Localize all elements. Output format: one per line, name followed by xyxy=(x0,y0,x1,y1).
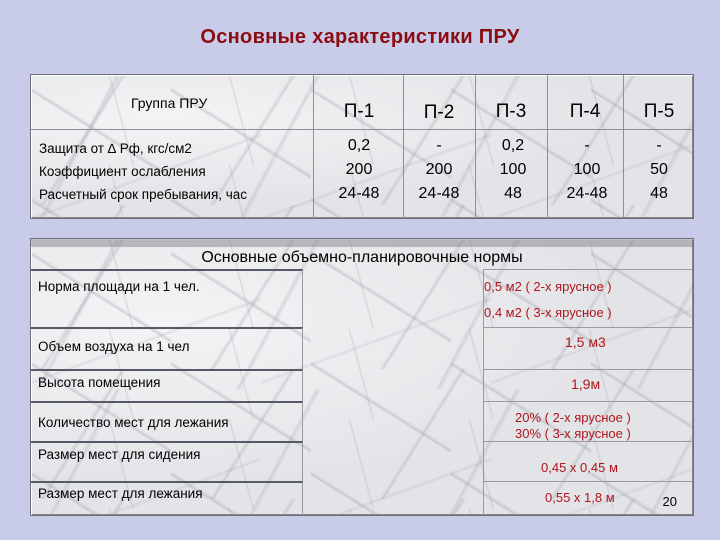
row-label-protection: Защита от ∆ Рф, кгс/см2 xyxy=(39,141,192,156)
column-divider xyxy=(475,75,476,218)
norm-value-bed-size: 0,55 х 1,8 м xyxy=(545,490,615,505)
norm-label-box xyxy=(31,401,303,441)
column-header-p3: П-3 xyxy=(495,101,527,122)
norm-label-air-volume: Объем воздуха на 1 чел xyxy=(38,339,190,354)
norm-value-lying-3tier: 30% ( 3-х ярусное ) xyxy=(515,426,631,441)
pru-characteristics-table xyxy=(30,74,694,219)
page-title: Основные характеристики ПРУ xyxy=(200,26,520,48)
column-divider xyxy=(313,75,314,218)
cell-value: - xyxy=(656,137,662,154)
norm-label-area: Норма площади на 1 чел. xyxy=(38,279,200,294)
cell-value: - xyxy=(584,137,590,154)
norm-value-area-3tier: 0,4 м2 ( 3-х ярусное ) xyxy=(484,305,612,320)
column-header-p4: П-4 xyxy=(569,101,601,122)
norm-value-air-volume: 1,5 м3 xyxy=(565,334,606,350)
row-label-attenuation: Коэффициент ослабления xyxy=(39,164,206,179)
cell-value: 24-48 xyxy=(566,185,608,202)
cell-value: 48 xyxy=(504,185,522,202)
group-label: Группа ПРУ xyxy=(131,95,208,111)
column-header-p1: П-1 xyxy=(343,101,375,122)
column-header-p2: П-2 xyxy=(423,102,455,123)
norm-label-box xyxy=(31,369,303,401)
page-number: 20 xyxy=(662,494,677,509)
header-shadow-bar xyxy=(31,239,693,247)
cell-value: 24-48 xyxy=(338,185,380,202)
norm-label-height: Высота помещения xyxy=(38,375,161,390)
norm-value-seat-size: 0,45 х 0,45 м xyxy=(541,460,618,475)
norm-label-bed-size: Размер мест для лежания xyxy=(38,486,203,501)
cell-value: 100 xyxy=(499,161,527,178)
row-label-stay-time: Расчетный срок пребывания, час xyxy=(39,187,248,202)
column-divider xyxy=(403,75,404,218)
cell-value: 48 xyxy=(650,185,668,202)
norm-label-box xyxy=(31,481,303,515)
cell-value: 50 xyxy=(650,161,668,178)
cell-value: 0,2 xyxy=(501,137,525,154)
cell-value: 200 xyxy=(425,161,453,178)
norm-value-area-2tier: 0,5 м2 ( 2-х ярусное ) xyxy=(484,279,612,294)
norm-label-lying-places: Количество мест для лежания xyxy=(38,415,229,430)
cell-value: 100 xyxy=(573,161,601,178)
norm-value-lying-2tier: 20% ( 2-х ярусное ) xyxy=(515,410,631,425)
norm-label-box xyxy=(31,269,303,327)
norm-label-box xyxy=(31,327,303,369)
norm-label-box xyxy=(31,441,303,481)
column-divider xyxy=(623,75,624,218)
cell-value: 24-48 xyxy=(418,185,460,202)
norm-label-seat-size: Размер мест для сидения xyxy=(38,447,201,462)
cell-value: - xyxy=(436,137,442,154)
header-divider xyxy=(31,129,693,130)
column-header-p5: П-5 xyxy=(643,101,675,122)
norms-heading: Основные объемно-планировочные нормы xyxy=(201,249,523,266)
column-divider xyxy=(547,75,548,218)
cell-value: 200 xyxy=(345,161,373,178)
norm-value-height: 1,9м xyxy=(571,376,601,392)
cell-value: 0,2 xyxy=(347,137,371,154)
planning-norms-panel xyxy=(30,238,694,516)
